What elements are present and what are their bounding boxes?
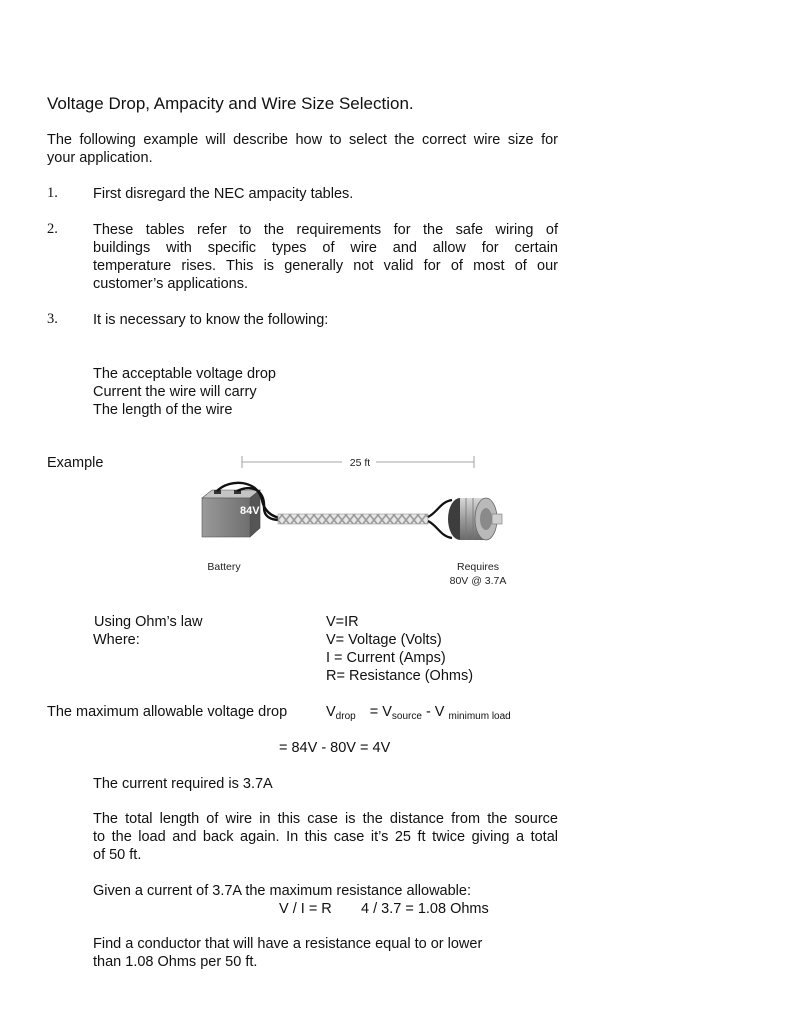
vdrop-equation <box>326 703 511 726</box>
battery-label: Battery <box>207 561 241 573</box>
vdrop-label: The maximum allowable voltage drop <box>47 704 288 720</box>
resistance-text: Given a current of 3.7A the maximum resistance allowable: <box>93 883 471 899</box>
list-item-2 <box>93 221 558 293</box>
vminload-symbol: - V <box>425 704 445 720</box>
list-number-3: 3. <box>47 311 58 327</box>
vdrop-result: = 84V - 80V = 4V <box>279 740 391 756</box>
vminload-subscript: minimum load <box>448 711 511 722</box>
vdrop-subscript: drop <box>335 711 356 722</box>
list-number-2: 2. <box>47 221 58 237</box>
battery-voltage: 84V <box>240 505 260 517</box>
wiring-diagram <box>190 450 520 590</box>
requirement-item: The length of the wire <box>93 402 233 418</box>
ohms-definitions <box>326 631 473 685</box>
requirements-list <box>93 365 276 419</box>
intro-line-2: your application. <box>47 150 153 166</box>
definition-item: V= Voltage (Volts) <box>326 632 442 648</box>
vsource-subscript: source <box>391 711 422 722</box>
resistance-formula: V / I = R <box>279 901 332 917</box>
list-item-2-line: temperature rises. This is generally not valid for of most of our <box>93 258 558 274</box>
conclusion-line: Find a conductor that will have a resistance equal to or lower <box>93 936 483 952</box>
length-line: to the load and back again. In this case it’s 25 ft twice giving a total <box>93 829 558 845</box>
requirement-item: Current the wire will carry <box>93 384 257 400</box>
ohms-law-label: Using Ohm’s law <box>94 614 203 630</box>
current-required: The current required is 3.7A <box>93 776 273 792</box>
braided-cable <box>278 514 428 524</box>
length-line: The total length of wire in this case is the distance from the source <box>93 811 558 827</box>
conclusion-paragraph <box>93 935 482 971</box>
where-label: Where: <box>93 632 140 648</box>
definition-item: I = Current (Amps) <box>326 650 446 666</box>
intro-line-1: The following example will describe how to select the correct wire size for <box>47 132 558 148</box>
list-item-2-line: customer’s applications. <box>93 276 249 292</box>
page-title: Voltage Drop, Ampacity and Wire Size Selection. <box>47 94 414 113</box>
length-paragraph <box>93 810 558 864</box>
vsource-symbol: = V <box>369 704 392 720</box>
length-label: 25 ft <box>349 457 371 469</box>
ohms-law-formula: V=IR <box>326 614 359 630</box>
list-number-1: 1. <box>47 185 58 201</box>
conclusion-line: than 1.08 Ohms per 50 ft. <box>93 954 258 970</box>
list-item-2-line: These tables refer to the requirements for the safe wiring of <box>93 222 558 238</box>
example-label: Example <box>47 455 104 471</box>
intro-paragraph <box>47 131 558 167</box>
load-label-2: 80V @ 3.7A <box>449 575 507 587</box>
list-item-3: It is necessary to know the following: <box>93 312 329 328</box>
requirement-item: The acceptable voltage drop <box>93 366 276 382</box>
length-line: of 50 ft. <box>93 847 142 863</box>
list-item-1: First disregard the NEC ampacity tables. <box>93 186 354 202</box>
definition-item: R= Resistance (Ohms) <box>326 668 474 684</box>
vdrop-symbol: V <box>326 704 336 720</box>
load-label-1: Requires <box>456 561 500 573</box>
resistance-calc: 4 / 3.7 = 1.08 Ohms <box>361 901 489 917</box>
list-item-2-line: buildings with specific types of wire and allow for certain <box>93 240 558 256</box>
connector-icon <box>448 498 502 540</box>
